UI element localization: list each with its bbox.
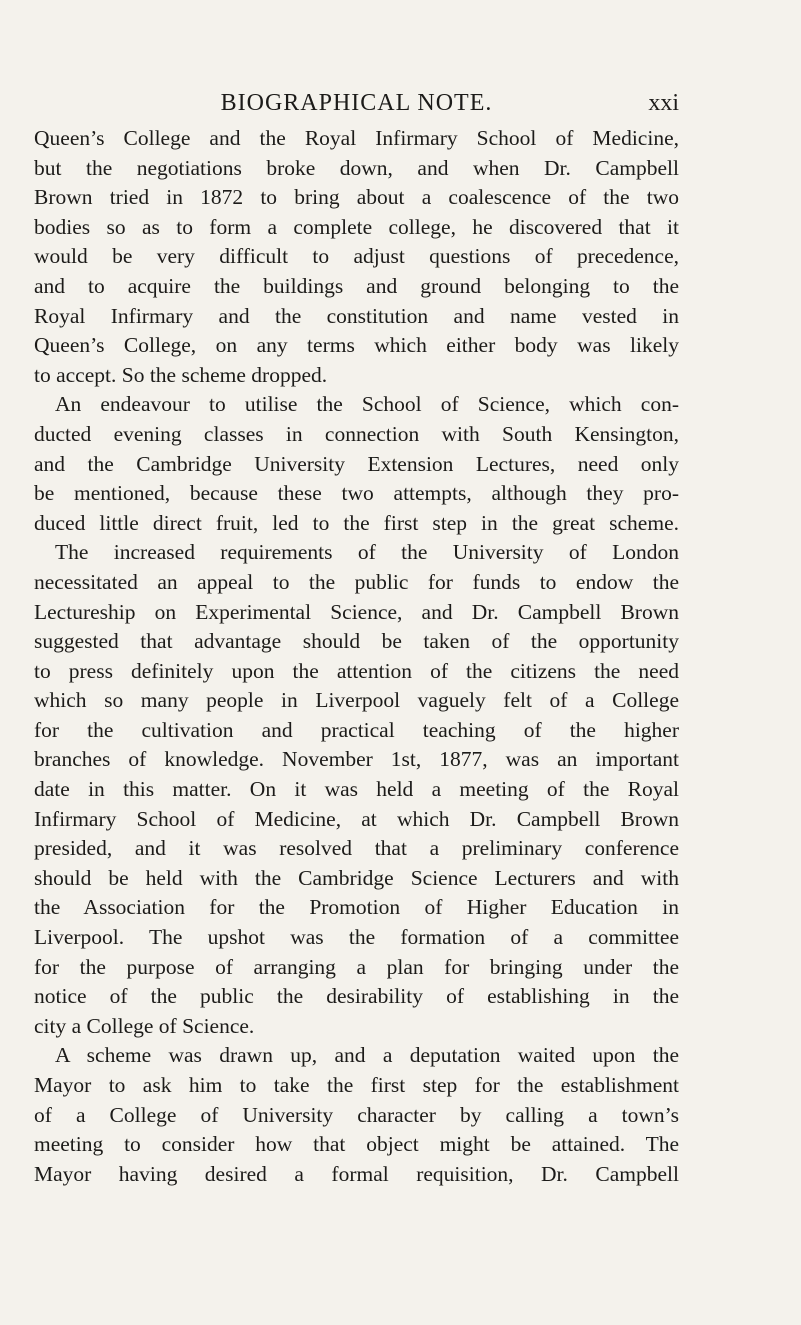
text-line: but the negotiations broke down, and when Dr. Campbell [34, 155, 679, 180]
text-line: Lectureship on Experimental Science, and Dr. Campbell Brown [34, 599, 679, 624]
text-line: Liverpool. The upshot was the formation of a committee [34, 925, 679, 950]
text-line: Queen’s College, on any terms which either body was likely [34, 333, 679, 358]
text-line: be mentioned, because these two attempts, although they pro- [34, 481, 679, 506]
text-line: Mayor having desired a formal requisition, Dr. Campbell [34, 1161, 679, 1186]
text-line: notice of the public the desirability of establishing in the [34, 984, 679, 1009]
text-line: The increased requirements of the University of London [55, 540, 679, 565]
text-line: bodies so as to form a complete college, he discovered that it [34, 214, 679, 239]
text-line: for the purpose of arranging a plan for bringing under the [34, 954, 679, 979]
text-line: branches of knowledge. November 1st, 1877, was an important [34, 747, 679, 772]
text-line: would be very difficult to adjust questions of precedence, [34, 244, 679, 269]
text-line: meeting to consider how that object might be attained. The [34, 1132, 679, 1157]
text-line: Brown tried in 1872 to bring about a coalescence of the two [34, 185, 679, 210]
text-line: ducted evening classes in connection with South Kensington, [34, 421, 679, 446]
text-line: the Association for the Promotion of Higher Education in [34, 895, 679, 920]
text-line: Infirmary School of Medicine, at which Dr. Campbell Brown [34, 806, 679, 831]
text-line: An endeavour to utilise the School of Science, which con- [55, 392, 679, 417]
text-line: to press definitely upon the attention of the citizens the need [34, 658, 679, 683]
text-line: city a College of Science. [34, 1013, 255, 1038]
text-line: duced little direct fruit, led to the first step in the great scheme. [34, 510, 679, 535]
running-head-title: BIOGRAPHICAL NOTE. [220, 90, 493, 116]
text-line: which so many people in Liverpool vaguely felt of a College [34, 688, 679, 713]
text-line: should be held with the Cambridge Science Lecturers and with [34, 865, 679, 890]
text-line: A scheme was drawn up, and a deputation waited upon the [55, 1043, 679, 1068]
text-line: Royal Infirmary and the constitution and name vested in [34, 303, 679, 328]
text-line: suggested that advantage should be taken of the opportunity [34, 629, 679, 654]
text-line: necessitated an appeal to the public for funds to endow the [34, 569, 679, 594]
text-line: and to acquire the buildings and ground belonging to the [34, 273, 679, 298]
running-head [34, 88, 679, 122]
text-line: Mayor to ask him to take the first step for the establishment [34, 1073, 679, 1097]
text-line: of a College of University character by calling a town’s [34, 1102, 679, 1127]
page-number: xxi [648, 90, 679, 116]
text-line: date in this matter. On it was held a meeting of the Royal [34, 777, 679, 802]
text-line: presided, and it was resolved that a preliminary conference [34, 836, 679, 861]
text-line: to accept. So the scheme dropped. [34, 362, 328, 387]
text-line: Queen’s College and the Royal Infirmary School of Medicine, [34, 126, 679, 150]
text-line: and the Cambridge University Extension Lectures, need only [34, 451, 679, 476]
body-text [34, 124, 679, 1189]
text-line: for the cultivation and practical teaching of the higher [34, 717, 679, 742]
